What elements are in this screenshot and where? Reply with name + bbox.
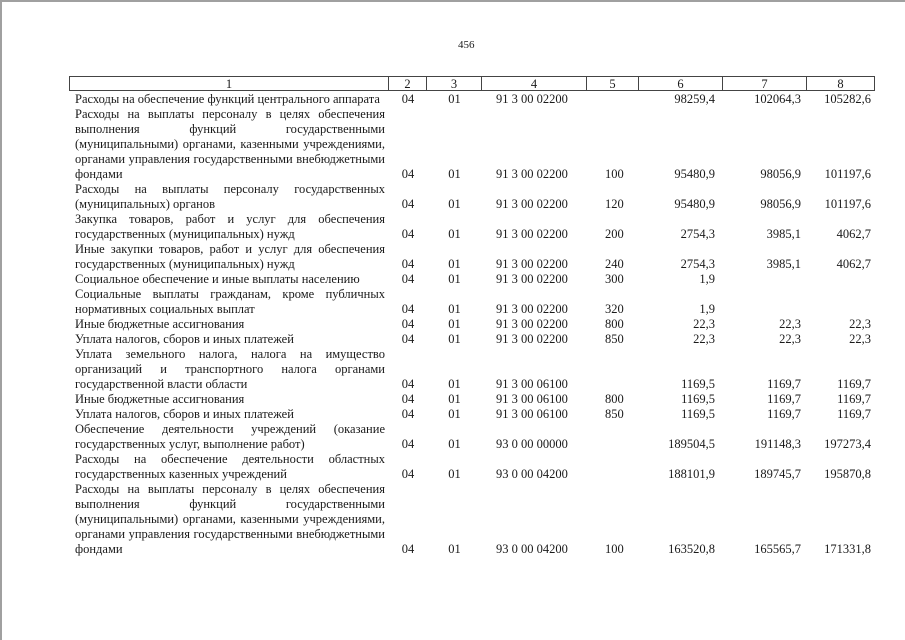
amount-year-2: 1169,7 xyxy=(767,392,801,406)
expense-type: 300 xyxy=(605,272,624,286)
target-article: 91 3 00 02200 xyxy=(496,257,568,271)
table-row xyxy=(69,242,875,272)
amount-year-3: 171331,8 xyxy=(824,542,871,556)
amount-year-1: 1,9 xyxy=(699,272,715,286)
table-row xyxy=(69,272,875,287)
row-name: Обеспечение деятельности учреждений (оказание государственных услуг, выполнение работ) xyxy=(75,422,385,451)
section-code: 04 xyxy=(401,437,415,451)
target-article: 91 3 00 02200 xyxy=(496,227,568,241)
amount-year-2: 1169,7 xyxy=(767,377,801,391)
table-row xyxy=(69,392,875,407)
amount-year-1: 189504,5 xyxy=(668,437,715,451)
target-article: 91 3 00 02200 xyxy=(496,92,568,106)
amount-year-2: 98056,9 xyxy=(760,197,801,211)
page-number: 456 xyxy=(458,39,475,51)
table-row xyxy=(69,347,875,392)
row-name: Расходы на выплаты персоналу в целях обеспечения выполнения функций государственными (муниципальными) органами, казенными учреждениями, органами управления государственными внебюджетными фондами xyxy=(75,107,385,181)
section-code: 04 xyxy=(401,227,415,241)
row-name: Расходы на обеспечение деятельности областных государственных казенных учреждений xyxy=(75,452,385,481)
target-article: 91 3 00 06100 xyxy=(496,377,568,391)
section-code: 04 xyxy=(401,392,415,406)
subsection-code: 01 xyxy=(448,542,461,556)
subsection-code: 01 xyxy=(448,377,461,391)
header-col-1: 1 xyxy=(69,76,389,91)
row-name: Уплата налогов, сборов и иных платежей xyxy=(75,332,294,346)
row-name: Иные бюджетные ассигнования xyxy=(75,317,245,331)
amount-year-1: 2754,3 xyxy=(680,257,715,271)
section-code: 04 xyxy=(401,317,415,331)
amount-year-3: 22,3 xyxy=(849,317,871,331)
amount-year-3: 4062,7 xyxy=(836,227,871,241)
amount-year-1: 1169,5 xyxy=(681,407,715,421)
row-name: Социальные выплаты гражданам, кроме публичных нормативных социальных выплат xyxy=(75,287,385,316)
subsection-code: 01 xyxy=(448,332,461,346)
expense-type: 850 xyxy=(605,332,624,346)
row-name: Уплата земельного налога, налога на имущество организаций и транспортного налога органами государственной власти области xyxy=(75,347,385,391)
section-code: 04 xyxy=(401,407,415,421)
amount-year-1: 95480,9 xyxy=(674,167,715,181)
expense-type: 850 xyxy=(605,407,624,421)
amount-year-1: 98259,4 xyxy=(674,92,715,106)
table-row xyxy=(69,92,875,107)
amount-year-1: 22,3 xyxy=(693,317,715,331)
target-article: 91 3 00 02200 xyxy=(496,197,568,211)
amount-year-2: 3985,1 xyxy=(766,227,801,241)
subsection-code: 01 xyxy=(448,437,461,451)
row-name: Расходы на выплаты персоналу государственных (муниципальных) органов xyxy=(75,182,385,211)
amount-year-2: 165565,7 xyxy=(754,542,801,556)
target-article: 93 0 00 04200 xyxy=(496,467,568,481)
amount-year-1: 188101,9 xyxy=(668,467,715,481)
section-code: 04 xyxy=(401,272,415,286)
target-article: 91 3 00 02200 xyxy=(496,302,568,316)
subsection-code: 01 xyxy=(448,257,461,271)
amount-year-2: 189745,7 xyxy=(754,467,801,481)
header-col-7: 7 xyxy=(723,76,807,91)
subsection-code: 01 xyxy=(448,92,461,106)
header-col-5: 5 xyxy=(587,76,639,91)
amount-year-3: 22,3 xyxy=(849,332,871,346)
amount-year-2: 22,3 xyxy=(779,317,801,331)
amount-year-3: 101197,6 xyxy=(824,197,871,211)
amount-year-1: 1169,5 xyxy=(681,377,715,391)
section-code: 04 xyxy=(401,92,415,106)
amount-year-3: 101197,6 xyxy=(824,167,871,181)
table-row xyxy=(69,317,875,332)
amount-year-1: 1169,5 xyxy=(681,392,715,406)
header-col-6: 6 xyxy=(639,76,723,91)
row-name: Закупка товаров, работ и услуг для обеспечения государственных (муниципальных) нужд xyxy=(75,212,385,241)
target-article: 91 3 00 02200 xyxy=(496,272,568,286)
amount-year-1: 2754,3 xyxy=(680,227,715,241)
subsection-code: 01 xyxy=(448,407,461,421)
subsection-code: 01 xyxy=(448,227,461,241)
table-row xyxy=(69,452,875,482)
header-col-8: 8 xyxy=(807,76,875,91)
subsection-code: 01 xyxy=(448,167,461,181)
subsection-code: 01 xyxy=(448,197,461,211)
amount-year-3: 4062,7 xyxy=(836,257,871,271)
expense-type: 320 xyxy=(605,302,624,316)
expense-type: 240 xyxy=(605,257,624,271)
row-name: Уплата налогов, сборов и иных платежей xyxy=(75,407,294,421)
amount-year-3: 195870,8 xyxy=(824,467,871,481)
expense-type: 120 xyxy=(605,197,624,211)
table-header xyxy=(69,76,875,92)
expense-type: 200 xyxy=(605,227,624,241)
section-code: 04 xyxy=(401,302,415,316)
table-row xyxy=(69,212,875,242)
table-row xyxy=(69,287,875,317)
table-row xyxy=(69,407,875,422)
header-col-4: 4 xyxy=(482,76,587,91)
row-name: Иные закупки товаров, работ и услуг для обеспечения государственных (муниципальных) нужд xyxy=(75,242,385,271)
row-name: Расходы на обеспечение функций центрального аппарата xyxy=(75,92,380,106)
amount-year-1: 1,9 xyxy=(699,302,715,316)
row-name: Иные бюджетные ассигнования xyxy=(75,392,245,406)
target-article: 93 0 00 00000 xyxy=(496,437,568,451)
section-code: 04 xyxy=(401,197,415,211)
amount-year-2: 191148,3 xyxy=(754,437,801,451)
section-code: 04 xyxy=(401,167,415,181)
subsection-code: 01 xyxy=(448,467,461,481)
section-code: 04 xyxy=(401,257,415,271)
subsection-code: 01 xyxy=(448,272,461,286)
amount-year-2: 22,3 xyxy=(779,332,801,346)
table-row xyxy=(69,182,875,212)
expense-type: 100 xyxy=(605,167,624,181)
amount-year-3: 1169,7 xyxy=(837,392,871,406)
table-row xyxy=(69,107,875,182)
amount-year-2: 102064,3 xyxy=(754,92,801,106)
section-code: 04 xyxy=(401,542,415,556)
target-article: 91 3 00 06100 xyxy=(496,392,568,406)
target-article: 91 3 00 02200 xyxy=(496,167,568,181)
target-article: 91 3 00 02200 xyxy=(496,332,568,346)
expense-type: 800 xyxy=(605,392,624,406)
amount-year-1: 22,3 xyxy=(693,332,715,346)
amount-year-3: 1169,7 xyxy=(837,377,871,391)
amount-year-3: 105282,6 xyxy=(824,92,871,106)
section-code: 04 xyxy=(401,467,415,481)
amount-year-2: 1169,7 xyxy=(767,407,801,421)
amount-year-2: 98056,9 xyxy=(760,167,801,181)
amount-year-1: 163520,8 xyxy=(668,542,715,556)
table-body xyxy=(69,92,875,557)
amount-year-2: 3985,1 xyxy=(766,257,801,271)
section-code: 04 xyxy=(401,332,415,346)
header-col-2: 2 xyxy=(389,76,427,91)
expense-type: 100 xyxy=(605,542,624,556)
amount-year-1: 95480,9 xyxy=(674,197,715,211)
table-row xyxy=(69,482,875,557)
expense-type: 800 xyxy=(605,317,624,331)
amount-year-3: 1169,7 xyxy=(837,407,871,421)
target-article: 93 0 00 04200 xyxy=(496,542,568,556)
table-row xyxy=(69,332,875,347)
header-col-3: 3 xyxy=(427,76,482,91)
table-row xyxy=(69,422,875,452)
subsection-code: 01 xyxy=(448,392,461,406)
section-code: 04 xyxy=(401,377,415,391)
target-article: 91 3 00 06100 xyxy=(496,407,568,421)
target-article: 91 3 00 02200 xyxy=(496,317,568,331)
amount-year-3: 197273,4 xyxy=(824,437,871,451)
subsection-code: 01 xyxy=(448,317,461,331)
subsection-code: 01 xyxy=(448,302,461,316)
row-name: Расходы на выплаты персоналу в целях обеспечения выполнения функций государственными (муниципальными) органами, казенными учреждениями, органами управления государственными внебюджетными фондами xyxy=(75,482,385,556)
row-name: Социальное обеспечение и иные выплаты населению xyxy=(75,272,360,286)
